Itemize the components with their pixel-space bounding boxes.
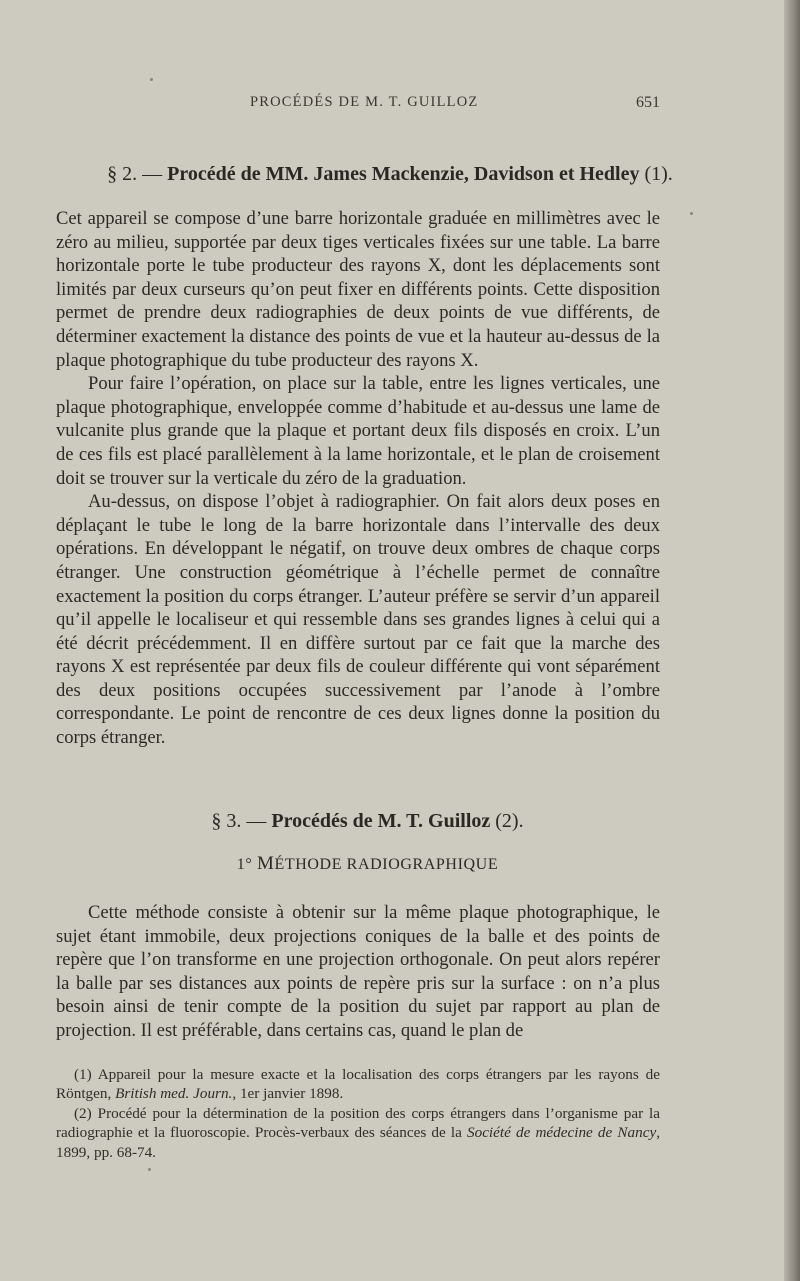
subsection-initial: M [257, 853, 275, 874]
footnote-2-tail: , 1899, pp. 68-74. [56, 1124, 660, 1161]
section-3-number: § 3. — [211, 810, 267, 832]
subsection-title: ÉTHODE RADIOGRAPHIQUE [274, 856, 499, 873]
section-2-body [56, 207, 660, 750]
footnote-1 [56, 1065, 660, 1104]
section-2-title: Procédé de MM. James Mackenzie, Davidson et Hedley [167, 163, 640, 185]
paper-speck [690, 212, 693, 215]
footnote-2-society: Société de médecine de Nancy [467, 1124, 657, 1142]
paper-speck [150, 78, 153, 81]
section-3-body [56, 901, 660, 1043]
running-title: PROCÉDÉS DE M. T. GUILLOZ [250, 94, 479, 110]
section-2-note-ref: (1). [644, 163, 673, 185]
footnote-1-journal: British med. Journ. [115, 1085, 233, 1103]
footnote-1-tail: , 1er janvier 1898. [232, 1085, 344, 1103]
section-3-note-ref: (2). [495, 810, 524, 832]
page-edge-shadow [784, 0, 800, 1281]
paragraph: Cet appareil se compose d’une barre horizontale graduée en millimètres avec le zéro au milieu, supportée par deux tiges verticales fixées sur une table. La barre horizontale porte le tube producteur des rayons X, dont les déplacements sont limités par deux curseurs qu’on peut fixer en différents points. Cette disposition permet de prendre deux radiographies de deux points de vue différents, de déterminer exactement la distance des points de vue et la hauteur au-dessus de la plaque photographique du tube producteur des rayons X. [56, 208, 660, 371]
page-number: 651 [636, 94, 660, 111]
paragraph: Pour faire l’opération, on place sur la table, entre les lignes verticales, une plaque photographique, enveloppée comme d’habitude et au-dessus une lame de vulcanite plus grande que la plaque et portant deux fils disposés en croix. L’un de ces fils est placé parallèlement à la lame horizontale, et le plan de croisement doit se trouver sur la verticale du zéro de la graduation. [56, 373, 660, 489]
subsection-heading [0, 853, 735, 875]
subsection-number: 1° [236, 856, 253, 873]
footnote-2-text: (2) Procédé pour la détermination de la position des corps étrangers dans l’organisme par la radiographie et la fluoroscopie. Procès-verbaux des séances de la [56, 1104, 660, 1142]
section-2-heading [0, 163, 780, 186]
footnote-2 [56, 1104, 660, 1162]
section-3-title: Procédés de M. T. Guilloz [271, 810, 491, 832]
footnotes [56, 1065, 660, 1162]
section-2-number: § 2. — [107, 163, 163, 185]
paragraph: Cette méthode consiste à obtenir sur la même plaque photographique, le sujet étant immobile, deux projections coniques de la balle et des points de repère que l’on transforme en une projection orthogonale. On peut alors repérer la balle par ses distances aux points de repère pris sur la surface : on n’a plus besoin ainsi de tenir compte de la position du sujet par rapport au plan de projection. Il est préférable, dans certains cas, quand le plan de [56, 902, 660, 1041]
paragraph: Au-dessus, on dispose l’objet à radiographier. On fait alors deux poses en déplaçant le tube le long de la barre horizontale dans l’intervalle des deux opérations. En développant le négatif, on trouve deux ombres de chaque corps étranger. Une construction géométrique à l’échelle permet de connaître exactement la position du corps étranger. L’auteur préfère se servir d’un appareil qu’il appelle le localiseur et qui ressemble dans ses grandes lignes à celui qui a été décrit précédemment. Il en diffère surtout par ce fait que la marche des rayons X est représentée par deux fils de couleur différente qui vont séparément des deux positions occupées successivement par l’anode à l’ombre correspondante. Le point de rencontre de ces deux lignes donne la position du corps étranger. [56, 491, 660, 749]
section-3-heading [0, 810, 735, 833]
paper-speck [148, 1168, 151, 1171]
footnote-1-text: (1) Appareil pour la mesure exacte et la localisation des corps étrangers par les rayons de Röntgen, [56, 1066, 660, 1103]
